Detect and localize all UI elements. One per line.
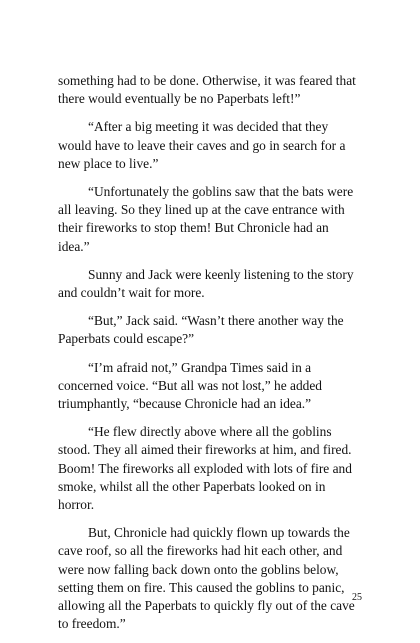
page-number: 25 — [352, 592, 362, 603]
paragraph: “Unfortunately the goblins saw that the bats were all leaving. So they lined up at the cave entrance with their fireworks to stop them! But Chronicle had an idea.” — [58, 184, 354, 254]
paragraph: “He flew directly above where all the goblins stood. They all aimed their fireworks at him, and fired. Boom! The fireworks all exploded with lots of fire and smoke, whilst all the other Paperbats looked on in horror. — [58, 424, 352, 513]
paragraph: But, Chronicle had quickly flown up towards the cave roof, so all the fireworks had hit each other, and were now falling back down onto the goblins below, setting them on fire. This caused the goblins to panic, allowing all the Paperbats to quickly fly out of the cave to freedom.” — [58, 525, 355, 632]
paragraph: something had to be done. Otherwise, it was feared that there would eventually be no Paperbats left!” — [58, 73, 356, 107]
paragraph: “But,” Jack said. “Wasn’t there another way the Paperbats could escape?” — [58, 313, 344, 347]
paragraph: “I’m afraid not,” Grandpa Times said in a concerned voice. “But all was not lost,” he added triumphantly, “because Chronicle had an idea.” — [58, 359, 323, 412]
story-text — [58, 72, 363, 643]
paragraph: Sunny and Jack were keenly listening to the story and couldn’t wait for more. — [58, 266, 354, 301]
paragraph: “After a big meeting it was decided that they would have to leave their caves and go in search for a new place to live.” — [58, 119, 346, 171]
